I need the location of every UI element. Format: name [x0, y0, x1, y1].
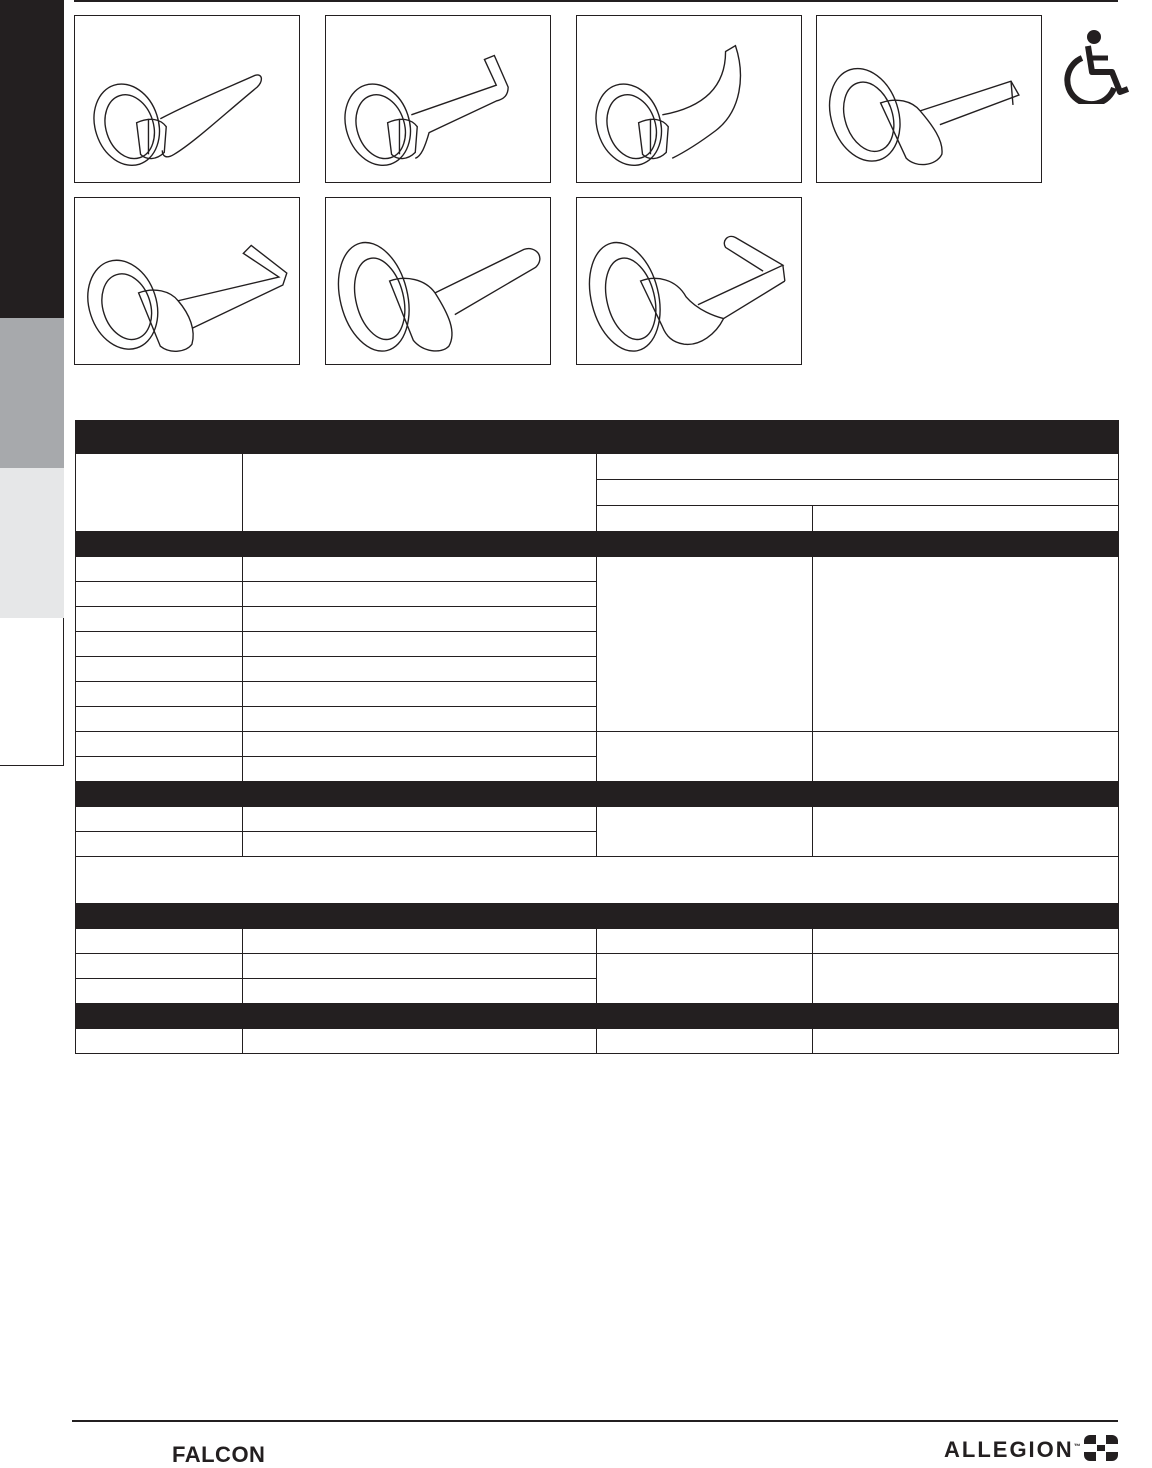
- side-tab-section-3[interactable]: [0, 468, 64, 618]
- table-cell: [76, 1029, 243, 1054]
- side-tab-section-2[interactable]: [0, 318, 64, 468]
- table-cell: [243, 607, 597, 632]
- table-cell: [76, 657, 243, 682]
- header-col1: [76, 454, 243, 532]
- lever-drawing: [577, 198, 801, 364]
- lever-style-2[interactable]: [325, 15, 551, 183]
- table-cell: [76, 582, 243, 607]
- lever-drawing: [75, 16, 299, 182]
- lever-drawing: [817, 16, 1041, 182]
- table-cell: [813, 954, 1119, 1004]
- lever-style-1[interactable]: [74, 15, 300, 183]
- table-cell: [597, 954, 813, 1004]
- table-row: [76, 929, 1119, 954]
- table-cell: [243, 757, 597, 782]
- table-row: [76, 732, 1119, 757]
- allegion-logo[interactable]: [944, 1437, 1081, 1463]
- table-cell: [76, 607, 243, 632]
- falcon-logo[interactable]: FALCON: [172, 1442, 266, 1467]
- side-tab-section-1[interactable]: [0, 0, 64, 318]
- table-cell: [597, 732, 813, 782]
- table-cell: [243, 657, 597, 682]
- section-label: [76, 782, 1119, 807]
- table-cell: [813, 732, 1119, 782]
- table-cell: [76, 832, 243, 857]
- table-cell: [597, 807, 813, 857]
- table-cell: [813, 1029, 1119, 1054]
- table-row: [76, 557, 1119, 582]
- table-cell: [813, 557, 1119, 732]
- table-cell: [813, 929, 1119, 954]
- table-cell: [597, 557, 813, 732]
- table-cell: [76, 807, 243, 832]
- section-label: [76, 904, 1119, 929]
- table-cell: [243, 707, 597, 732]
- lever-drawing: [326, 198, 550, 364]
- table-cell: [243, 832, 597, 857]
- table-cell: [243, 954, 597, 979]
- header-col3: [597, 506, 813, 532]
- wheelchair-icon: [1064, 28, 1134, 104]
- section-header-row: [76, 1004, 1119, 1029]
- table-note: [76, 857, 1119, 904]
- lever-style-6[interactable]: [325, 197, 551, 365]
- section-label: [76, 1004, 1119, 1029]
- top-divider: [74, 0, 1118, 2]
- table-cell: [243, 979, 597, 1004]
- table-cell: [243, 807, 597, 832]
- table-cell: [243, 682, 597, 707]
- trademark-symbol: ™: [1073, 1443, 1081, 1451]
- lever-drawing: [75, 198, 299, 364]
- footer-divider: [72, 1420, 1118, 1422]
- table-cell: [76, 557, 243, 582]
- header-subgroup: [597, 480, 1119, 506]
- lever-style-7[interactable]: [576, 197, 802, 365]
- section-header-row: [76, 782, 1119, 807]
- table-cell: [76, 757, 243, 782]
- spec-table-title: [76, 421, 1119, 454]
- table-cell: [243, 557, 597, 582]
- spec-table-header-row: [76, 454, 1119, 480]
- table-cell: [76, 632, 243, 657]
- lever-style-3[interactable]: [576, 15, 802, 183]
- spec-table-title-row: [76, 421, 1119, 454]
- table-cell: [243, 632, 597, 657]
- note-row: [76, 857, 1119, 904]
- table-cell: [76, 707, 243, 732]
- table-row: [76, 807, 1119, 832]
- table-cell: [76, 682, 243, 707]
- table-cell: [76, 732, 243, 757]
- section-label: [76, 532, 1119, 557]
- section-header-row: [76, 532, 1119, 557]
- table-cell: [243, 582, 597, 607]
- table-cell: [76, 929, 243, 954]
- lever-drawing: [326, 16, 550, 182]
- table-cell: [76, 954, 243, 979]
- lever-drawing: [577, 16, 801, 182]
- table-cell: [597, 929, 813, 954]
- spec-table: [75, 420, 1119, 1054]
- lever-style-4[interactable]: [816, 15, 1042, 183]
- table-cell: [76, 979, 243, 1004]
- table-cell: [243, 732, 597, 757]
- allegion-mark-icon: [1083, 1434, 1119, 1462]
- header-col4: [813, 506, 1119, 532]
- table-cell: [243, 929, 597, 954]
- table-row: [76, 1029, 1119, 1054]
- table-cell: [243, 1029, 597, 1054]
- side-tab-section-4[interactable]: [0, 618, 64, 766]
- table-row: [76, 954, 1119, 979]
- lever-style-5[interactable]: [74, 197, 300, 365]
- table-cell: [813, 807, 1119, 857]
- table-cell: [597, 1029, 813, 1054]
- allegion-wordmark: ALLEGION: [944, 1437, 1074, 1462]
- section-header-row: [76, 904, 1119, 929]
- header-col2: [243, 454, 597, 532]
- header-group: [597, 454, 1119, 480]
